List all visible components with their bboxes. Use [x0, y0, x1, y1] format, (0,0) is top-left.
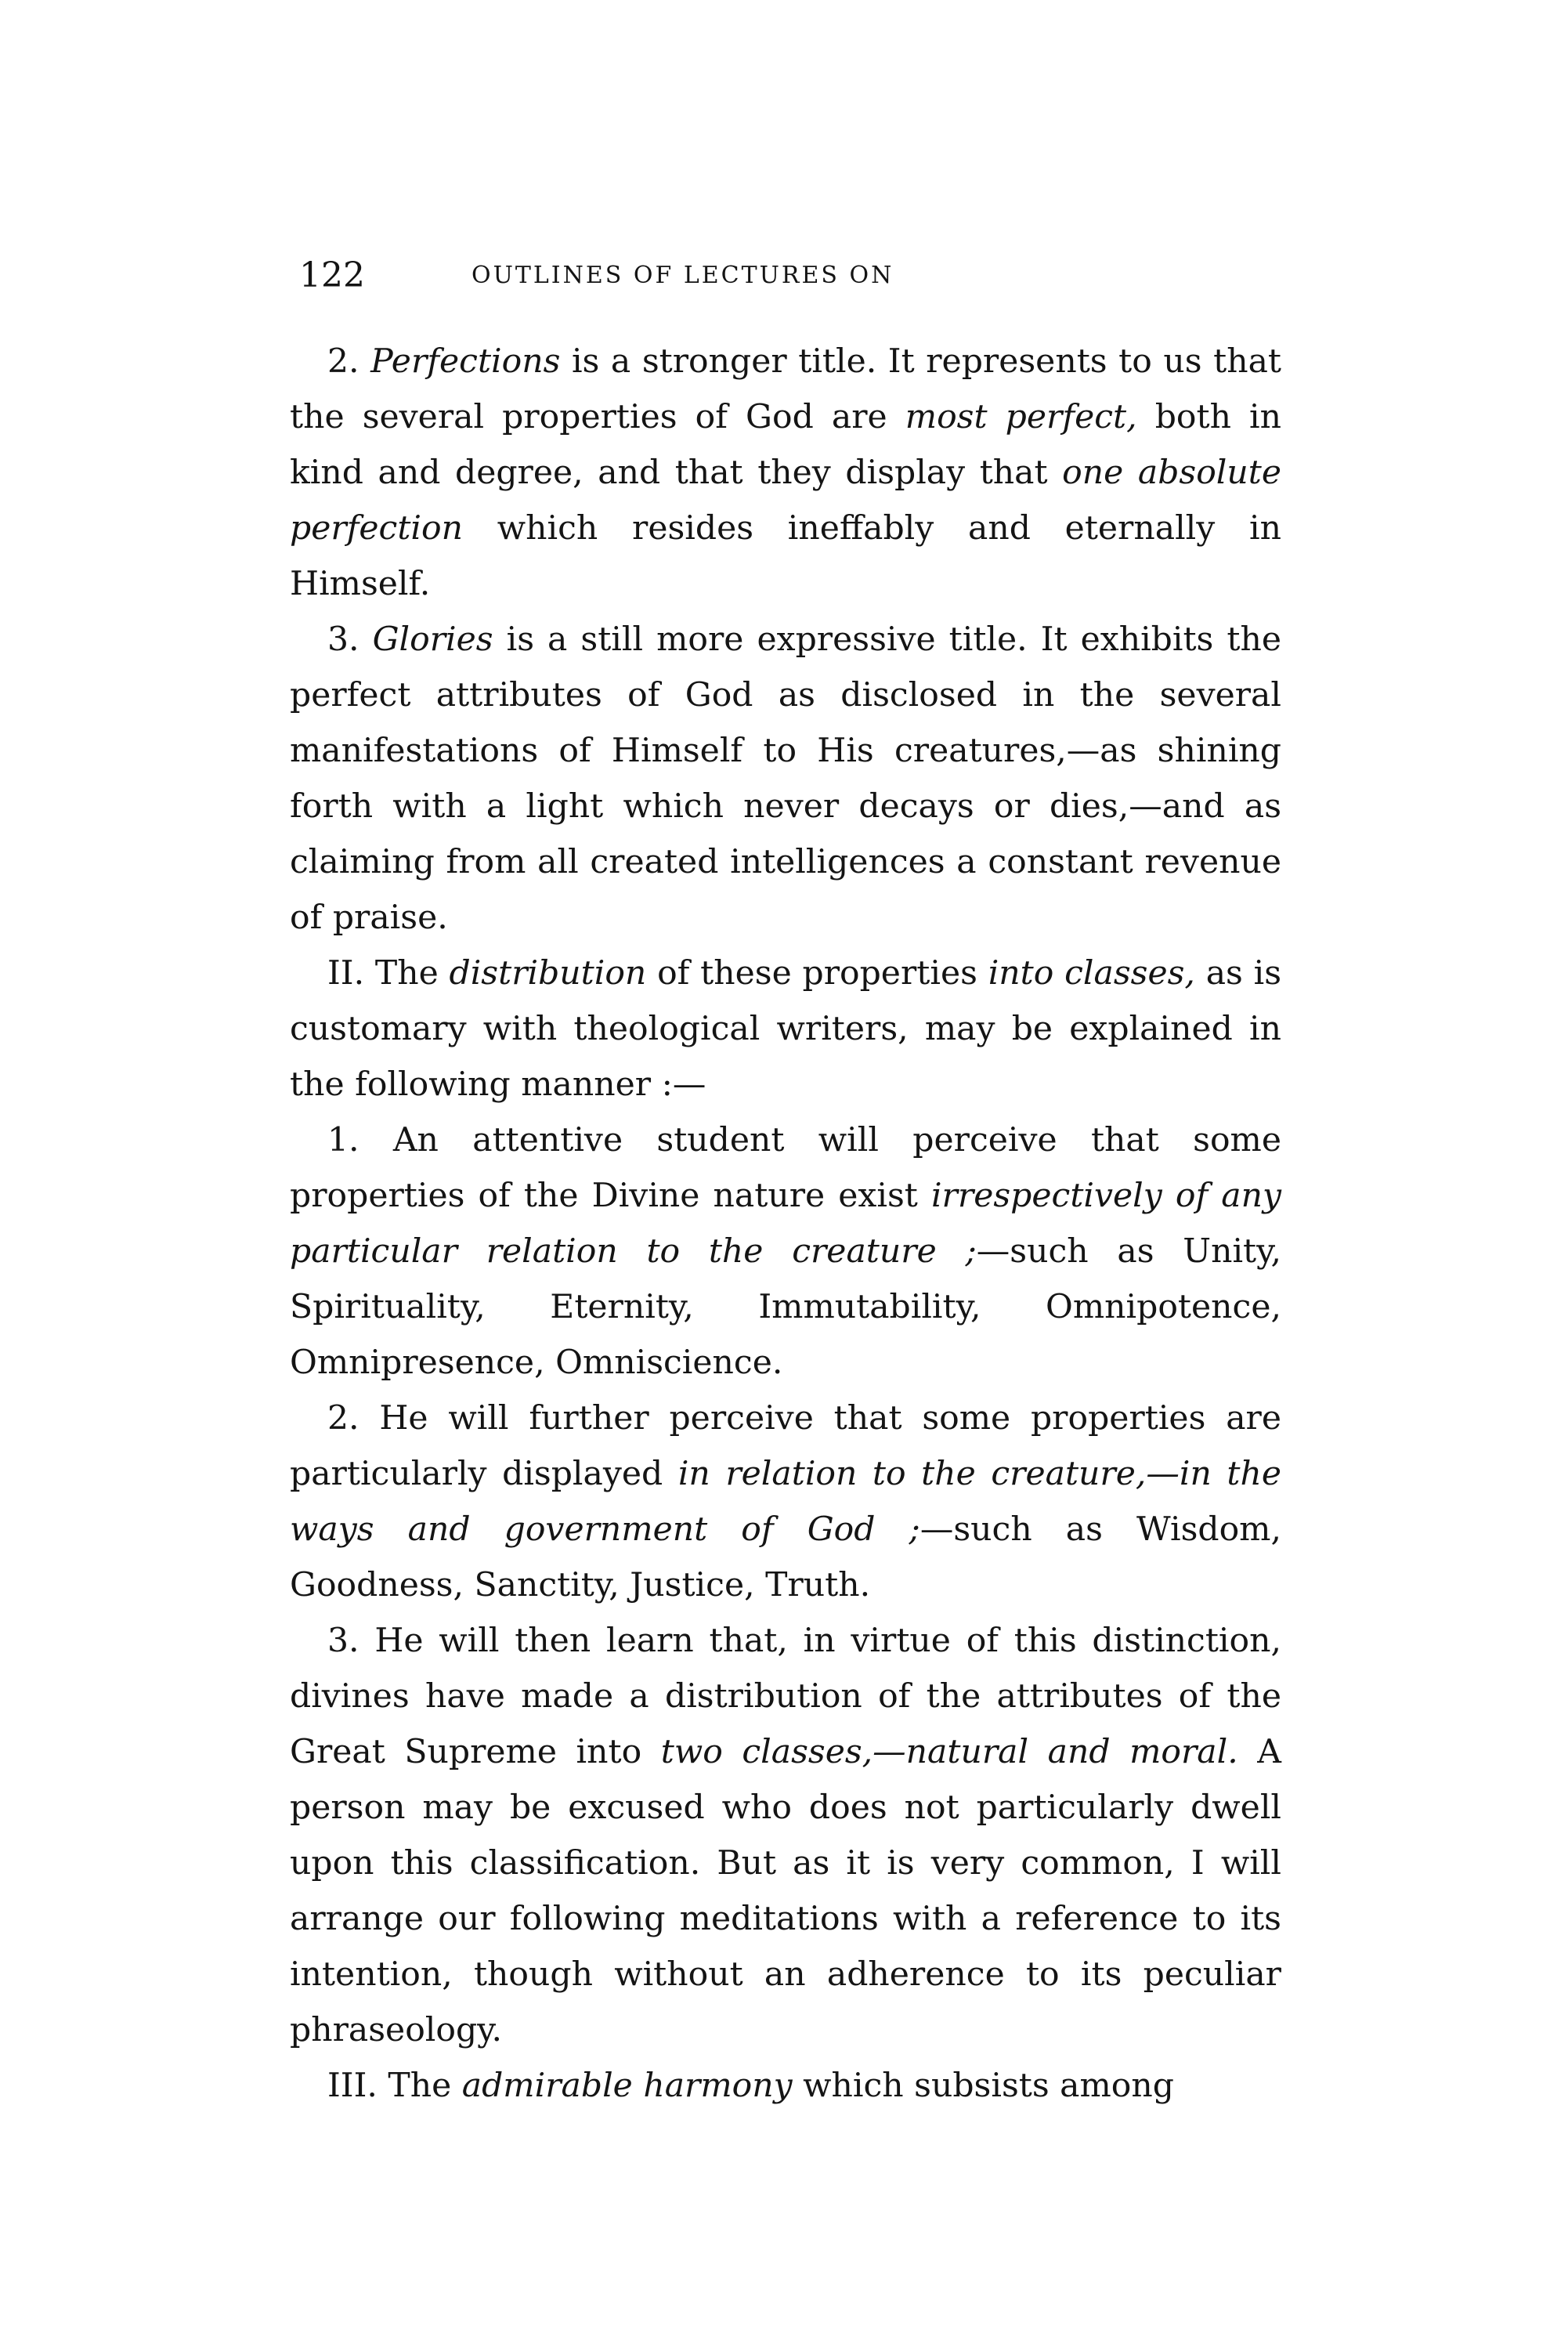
paragraph-perfections [290, 334, 1281, 612]
paragraph-distribution [290, 946, 1281, 1112]
page-number: 122 [299, 255, 365, 295]
text-segment: 3. He will then learn that, in virtue of this distinction, divines have made a distribution of the attributes of the Great Supreme into [290, 1622, 1281, 1771]
italic-term: admirable harmony [461, 2067, 793, 2105]
text-segment: 2. [327, 342, 371, 381]
text-segment: 1. An attentive student will perceive that some properties of the Divine nature exist [290, 1121, 1281, 1215]
italic-term: most perfect, [905, 398, 1137, 436]
italic-term: into classes, [988, 954, 1195, 993]
paragraph-classification [290, 1613, 1281, 2058]
italic-term: two classes,—natural and moral. [660, 1733, 1238, 1771]
paragraph-moral-attributes [290, 1391, 1281, 1613]
running-head: OUTLINES OF LECTURES ON [471, 262, 894, 289]
text-segment: II. The [327, 954, 450, 993]
italic-term: in relation to the creature,—in the ways and government of God ; [290, 1455, 1282, 1549]
text-segment: is a still more expressive title. It exhibits the perfect attributes of God as disclosed in the several manifestations of Himself to His creatures,—as shining forth with a light which never decays or dies,—and as claiming from all created intelligences a constant revenue of praise. [290, 620, 1281, 937]
italic-term: Glories [372, 620, 493, 659]
text-segment: 2. He will further perceive that some properties are particularly displayed [290, 1399, 1281, 1493]
text-segment: which subsists among [792, 2067, 1174, 2105]
text-segment: both in kind and degree, and that they display that [290, 398, 1281, 492]
paragraph-natural-attributes [290, 1112, 1281, 1391]
text-segment: —such as Unity, Spirituality, Eternity, Immutability, Omnipotence, Omnipresence, Omniscience. [290, 1232, 1281, 1382]
text-segment: which resides ineffably and eternally in Himself. [290, 509, 1281, 603]
italic-term: distribution [449, 954, 647, 993]
italic-term: one absolute perfection [290, 454, 1281, 548]
italic-term: irrespectively of any particular relation to the creature ; [290, 1177, 1281, 1271]
italic-term: Perfections [370, 342, 561, 381]
text-segment: —such as Wisdom, Goodness, Sanctity, Justice, Truth. [290, 1510, 1281, 1604]
text-segment: is a stronger title. It represents to us that the several properties of God are [290, 342, 1281, 436]
text-segment: as is customary with theological writers, may be explained in the following manner :— [290, 954, 1282, 1104]
paragraph-harmony [290, 2058, 1281, 2114]
body-text [290, 334, 1281, 2114]
page-header [299, 252, 1302, 299]
paragraph-glories [290, 612, 1281, 946]
text-segment: A person may be excused who does not particularly dwell upon this classification. But as it is very common, I will arrange our following meditations with a reference to its intention, though without an adherence to its peculiar phraseology. [290, 1733, 1281, 2049]
text-segment: 3. [327, 620, 373, 659]
text-segment: III. The [327, 2067, 462, 2105]
text-segment: of these properties [646, 954, 988, 993]
